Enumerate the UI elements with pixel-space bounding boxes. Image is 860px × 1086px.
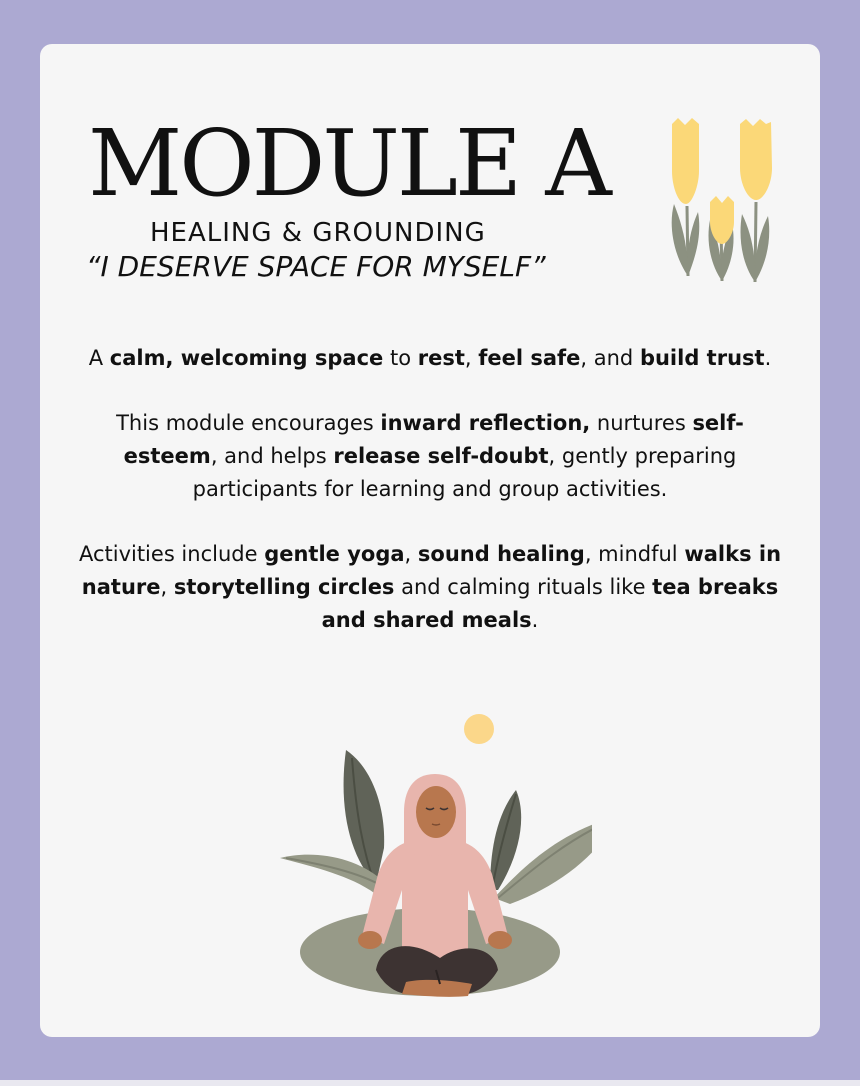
description-paragraph: This module encourages inward reflection, nurtures self-esteem, and helps release self-doubt, gently preparing participants for learning and group activities. bbox=[116, 411, 744, 501]
meditating-woman-icon bbox=[272, 708, 592, 1008]
tulips-icon bbox=[666, 116, 778, 286]
module-card bbox=[40, 44, 820, 1037]
page-title: MODULE A bbox=[88, 110, 609, 217]
page-bottom-strip bbox=[0, 1080, 860, 1086]
module-subtitle: HEALING & GROUNDING bbox=[150, 218, 486, 248]
description-paragraph: A calm, welcoming space to rest, feel safe, and build trust. bbox=[88, 346, 772, 370]
module-description bbox=[76, 342, 784, 669]
activities-paragraph: Activities include gentle yoga, sound healing, mindful walks in nature, storytelling circles and calming rituals like tea breaks and shared meals. bbox=[78, 542, 782, 632]
module-quote: “I DESERVE SPACE FOR MYSELF” bbox=[86, 250, 546, 283]
